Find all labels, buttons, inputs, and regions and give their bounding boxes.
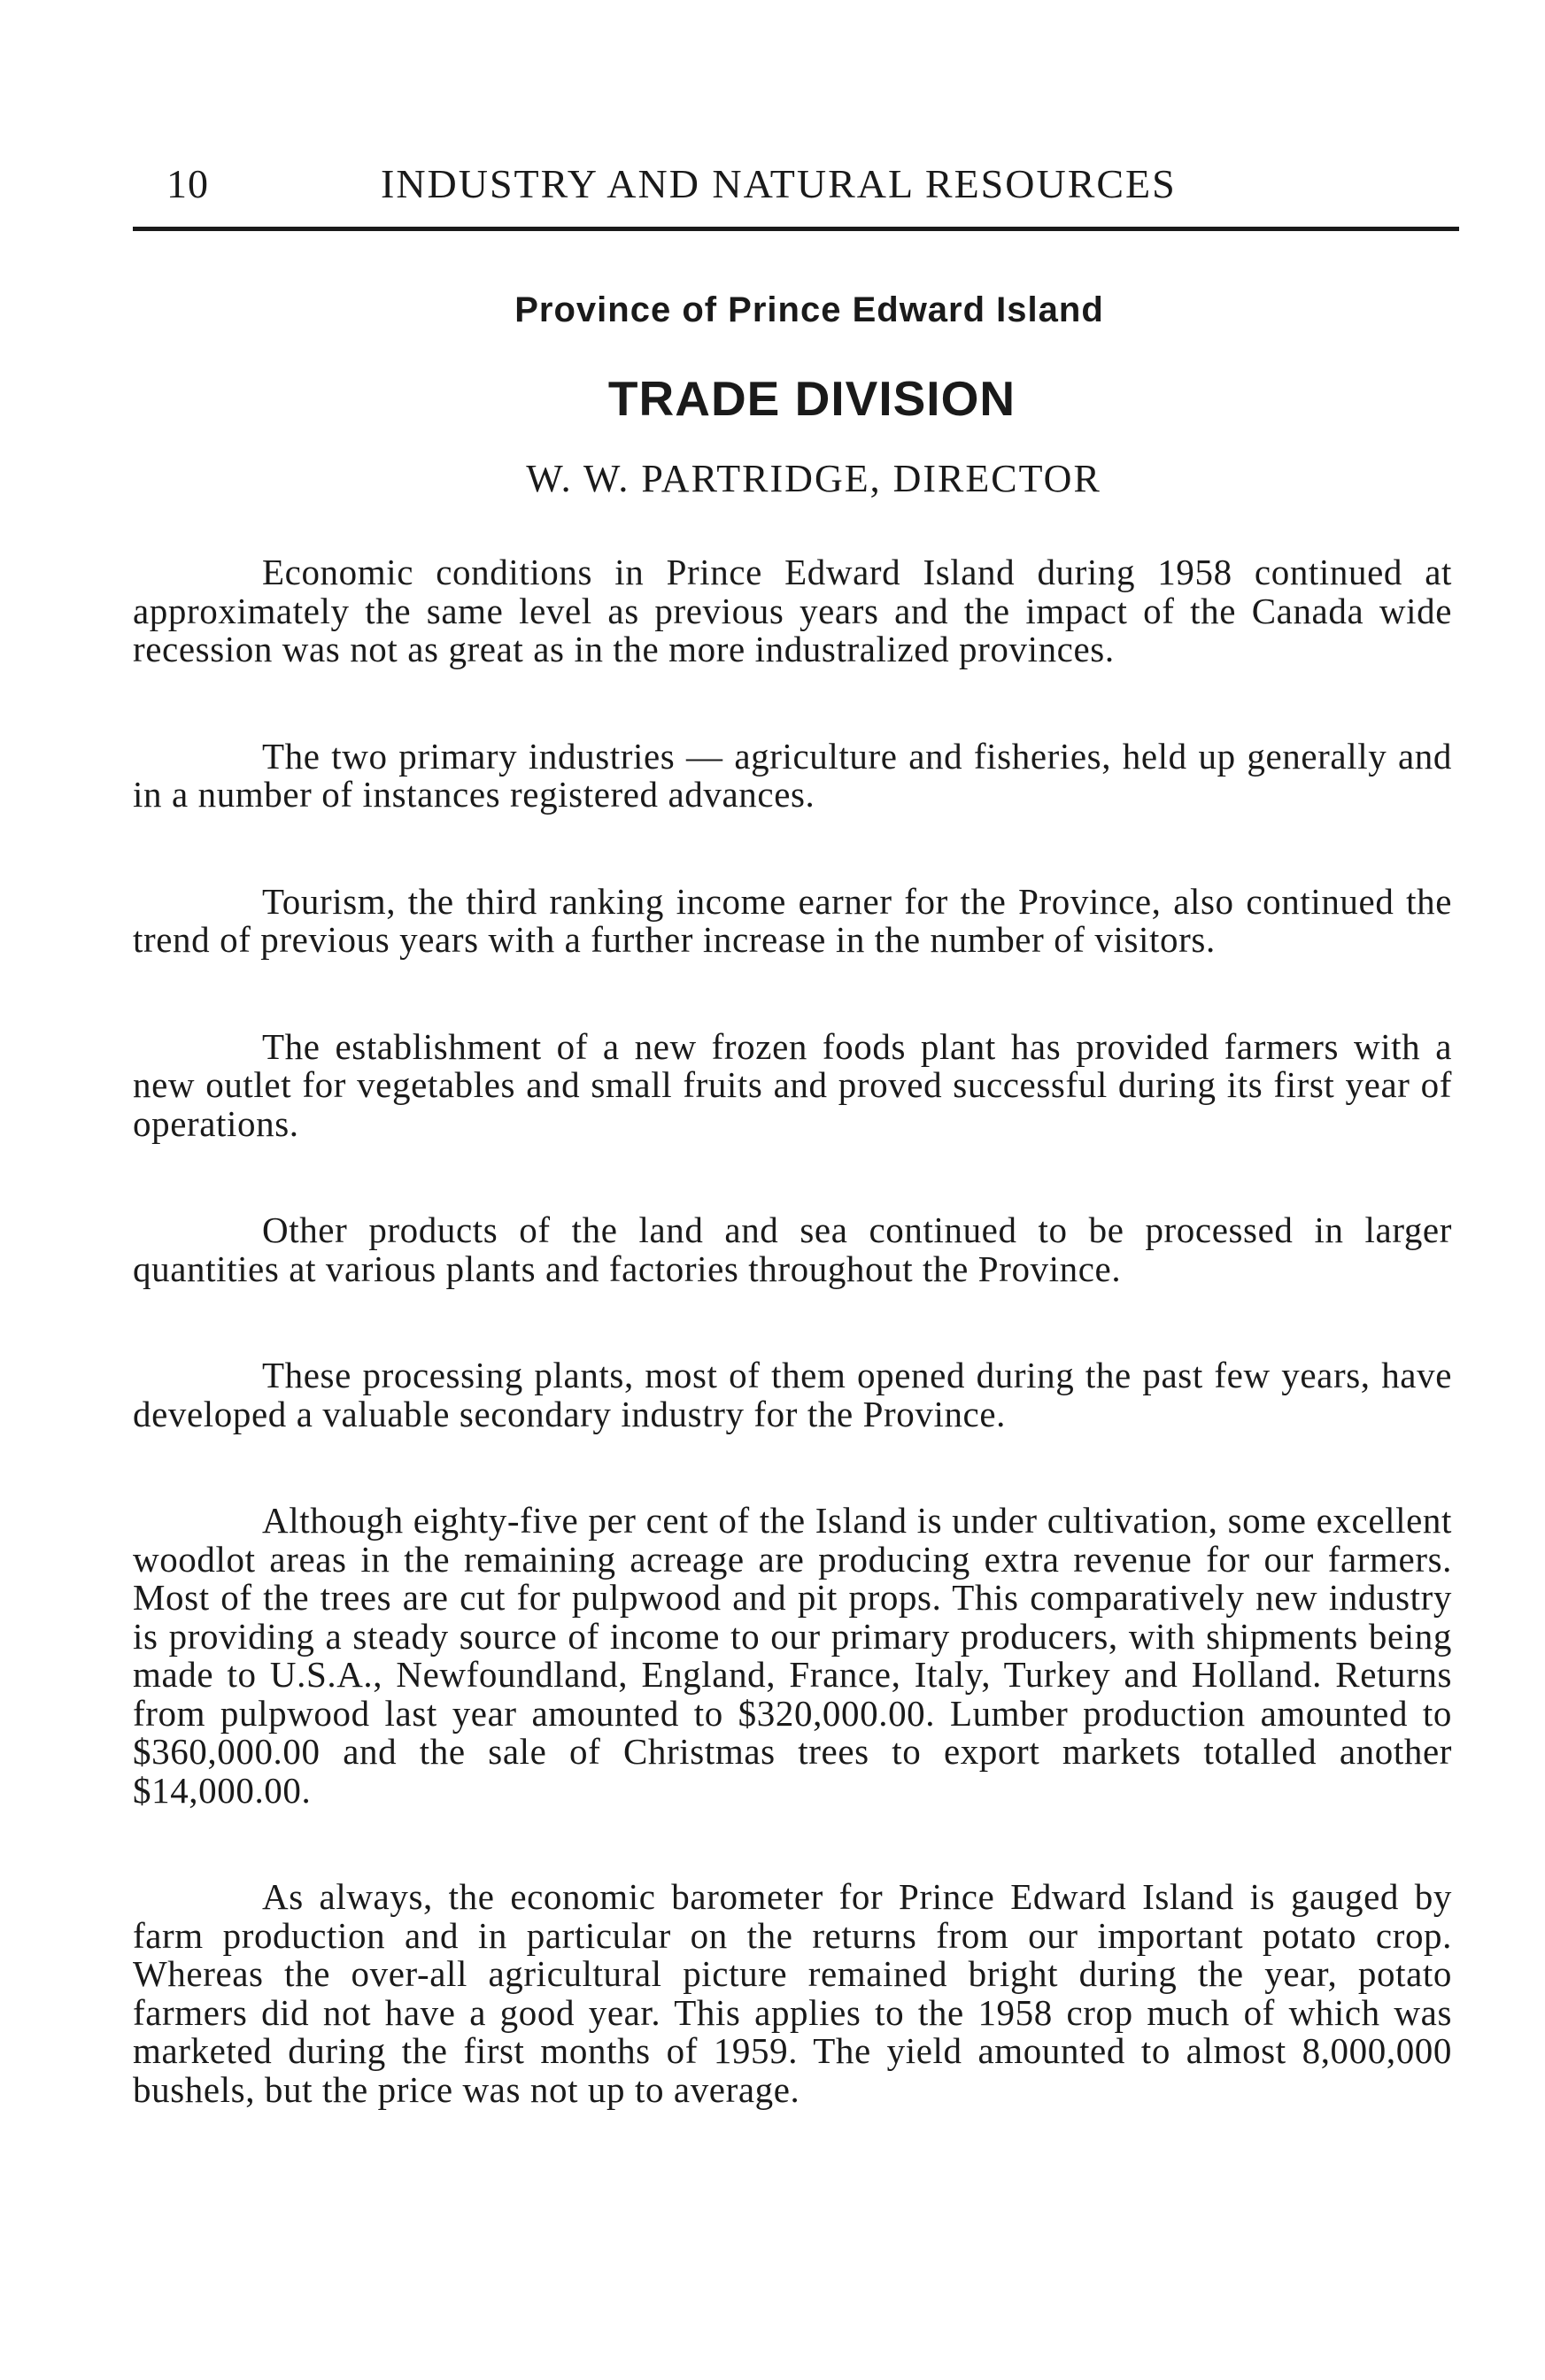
paragraph-processing-plants: These processing plants, most of them opened during the past few years, have developed a valuable secondary industry for the Province.	[133, 1355, 1452, 1434]
running-head-title: INDUSTRY AND NATURAL RESOURCES	[381, 161, 1177, 206]
page-number: 10	[166, 161, 209, 206]
division-title: TRADE DIVISION	[607, 371, 1016, 426]
header-rule	[133, 227, 1459, 231]
paragraph-other-products: Other products of the land and sea continued to be processed in larger quantities at various plants and factories throughout the Province.	[133, 1209, 1452, 1289]
director-line: W. W. PARTRIDGE, DIRECTOR	[526, 457, 1101, 500]
paragraph-primary-industries: The two primary industries — agriculture and fisheries, held up generally and in a number of instances registered advances.	[133, 735, 1452, 815]
paragraph-economic-conditions: Economic conditions in Prince Edward Island during 1958 continued at approximately the same level as previous years and the impact of the Canada wide recession was not as great as in the more industralized provinces.	[133, 552, 1452, 669]
paragraph-frozen-foods: The establishment of a new frozen foods plant has provided farmers with a new outlet for vegetables and small fruits and proved successful during its first year of operations.	[133, 1025, 1452, 1144]
running-head	[133, 158, 1452, 211]
paragraph-woodlot: Although eighty-five per cent of the Island is under cultivation, some excellent woodlot areas in the remaining acreage are producing extra revenue for our farmers. Most of the trees are cut for pulpwood and pit props. This comparatively new industry is providing a steady source of income to our primary producers, with shipments being made to U.S.A., Newfoundland, England, France, Italy, Turkey and Holland. Returns from pulpwood last year amounted to $320,000.00. Lumber production amounted to $360,000.00 and the sale of Christmas trees to export markets totalled another $14,000.00.	[133, 1500, 1452, 1811]
paragraph-tourism: Tourism, the third ranking income earner for the Province, also continued the trend of previous years with a further increase in the number of visitors.	[133, 880, 1452, 960]
paragraph-potato-crop: As always, the economic barometer for Prince Edward Island is gauged by farm production and in particular on the returns from our important potato crop. Whereas the over-all agricultural picture remained bright during the year, potato farmers did not have a good year. This applies to the 1958 crop much of which was marketed during the first months of 1959. The yield amounted to almost 8,000,000 bushels, but the price was not up to average.	[133, 1876, 1452, 2110]
province-heading: Province of Prince Edward Island	[514, 290, 1104, 329]
body-text	[133, 553, 1452, 2177]
